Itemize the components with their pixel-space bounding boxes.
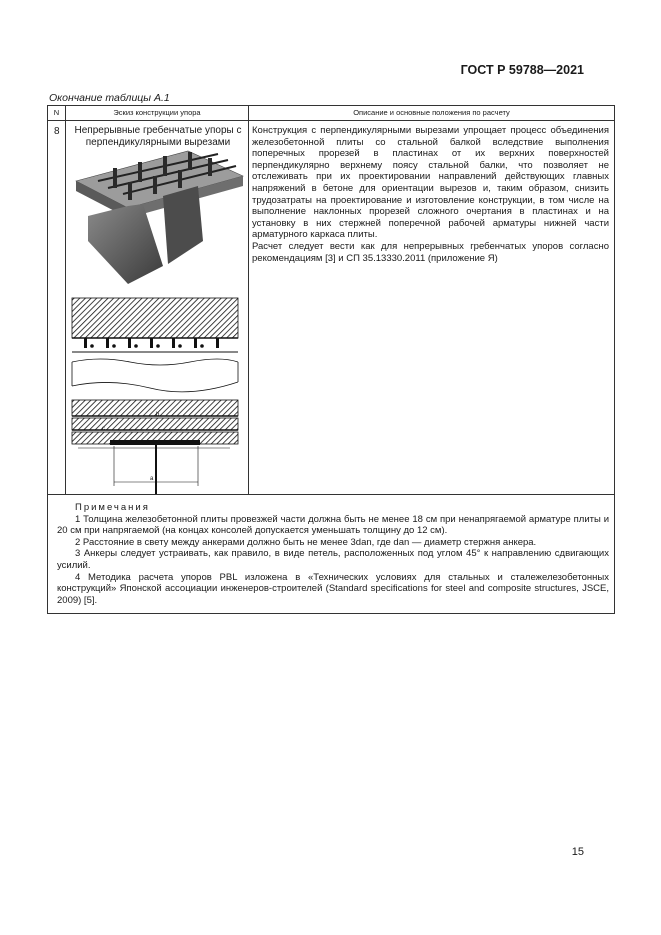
- anchor-section-sketch: [70, 296, 240, 496]
- column-divider: [65, 106, 66, 494]
- sketch-label-b: b: [156, 412, 160, 418]
- header-description: Описание и основные положения по расчету: [353, 108, 510, 117]
- table-caption: Окончание таблицы А.1: [49, 92, 170, 104]
- anchor-isometric-illustration: [68, 146, 248, 286]
- standard-code: ГОСТ Р 59788—2021: [460, 63, 584, 77]
- notes-block: [57, 502, 609, 606]
- notes-heading: Примечания: [75, 502, 150, 513]
- header-divider: [48, 120, 614, 121]
- anchor-type-name: Непрерывные гребенчатые упоры с перпендикулярными вырезами: [74, 125, 242, 148]
- page-number: 15: [571, 846, 584, 858]
- column-divider: [248, 106, 249, 494]
- description-paragraph: Конструкция с перпендикулярными вырезами упрощает процесс объединения железобетонной плиты со стальной балкой вследствие выполнения поперечных прорезей в пластинах от их верхних поверхностей перпендикулярно верхнему поясу стальной балки, что позволяет не отслеживать при их проектировании направлений действующих главных напряжений в бетоне для ориентации вырезов и, таким образом, снизить трудозатраты на проектирование и изготовление конструкции, в том числе на выполнение наклонных прорезей сложного очертания в пластинах и на установку в них стержней поперечной рабочей арматуры нижней части арматурного каркаса плиты.: [252, 125, 609, 241]
- sketch-label-c: c: [102, 426, 105, 432]
- description-paragraph: Расчет следует вести как для непрерывных гребенчатых упоров согласно рекомендациям [3] и СП 35.13330.2011 (приложение Я): [252, 240, 609, 264]
- table: [47, 105, 615, 614]
- note-item: 3 Анкеры следует устраивать, как правило, в виде петель, расположенных под углом 45° к направлению сдвигающих усилий.: [57, 548, 609, 571]
- note-item: 4 Методика расчета упоров PBL изложена в «Технических условиях для стальных и сталежелезобетонных конструкций» Японской ассоциации инженеров-строителей (Standard specifications for steel and composite structures, JSCE, 2009) [5].: [57, 571, 609, 606]
- row-number: 8: [54, 126, 60, 137]
- header-sketch: Эскиз конструкции упора: [113, 108, 201, 117]
- header-number: N: [53, 108, 60, 117]
- note-item: 2 Расстояние в свету между анкерами должно быть не менее 3dan, где dan — диаметр стержня анкера.: [75, 536, 537, 548]
- note-item: 1 Толщина железобетонной плиты провезжей части должна быть не менее 18 см при ненапрягаемой арматуре плиты и 20 см при напрягаемой (на концах консолей допускается уменьшать толщину до 12 см).: [57, 513, 609, 537]
- description-text: [252, 125, 609, 264]
- sketch-label-a: a: [150, 476, 154, 482]
